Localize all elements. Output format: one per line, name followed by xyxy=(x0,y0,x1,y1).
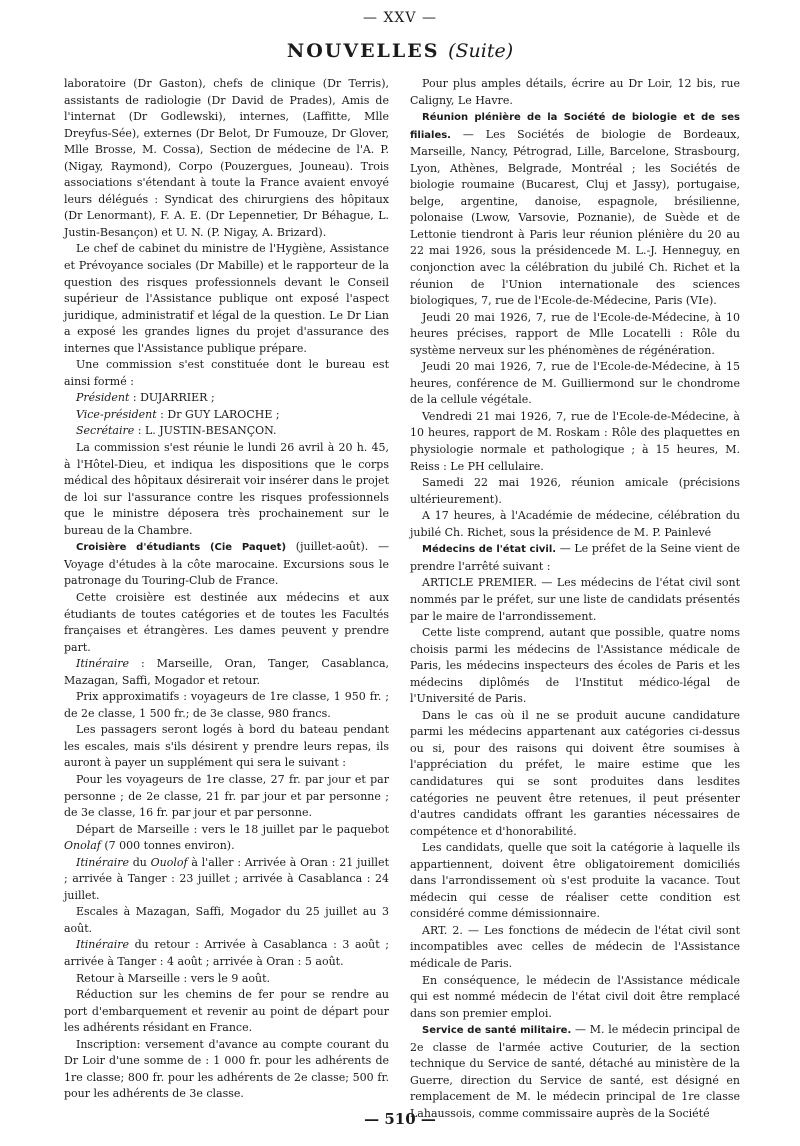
itinerary-label: Itinéraire xyxy=(76,657,129,671)
president-label: Président xyxy=(76,391,130,405)
paragraph: Pour les voyageurs de 1re classe, 27 fr. par jour et par personne ; de 2e classe, 21 fr. par jour et par personne ; de 3e classe, 16 fr. par jour et par personne. xyxy=(64,772,389,820)
reunion-heading: Réunion plénière de la Société de biologie et de ses filiales. xyxy=(410,112,740,141)
article-1-paragraph xyxy=(410,575,740,625)
title-suite: (Suite) xyxy=(448,40,514,62)
paragraph: Retour à Marseille : vers le 9 août. xyxy=(76,971,271,985)
paragraph: Cette croisière est destinée aux médecins et aux étudiants de toutes catégories et de toutes les Facultés françaises et étrangères. Les dames peuvent y prendre part. xyxy=(64,590,389,654)
vice-president-name: : Dr GUY LAROCHE ; xyxy=(156,407,280,421)
departure-paragraph xyxy=(64,822,389,855)
paragraph: Pour plus amples détails, écrire au Dr Loir, 12 bis, rue Caligny, Le Havre. xyxy=(410,77,740,107)
paragraph: Inscription: versement d'avance au compte courant du Dr Loir d'une somme de : 1 000 fr. pour les adhérents de 1re classe; 800 fr. pour les adhérents de 2e classe; 500 fr. pour les adhérents de 3e classe. xyxy=(64,1037,389,1101)
bureau-vice-president xyxy=(64,407,389,424)
paragraph: En conséquence, le médecin de l'Assistance médicale qui est nommé médecin de l'état civil doit être remplacé dans son premier emploi. xyxy=(410,973,740,1020)
paragraph: Escales à Mazagan, Saffi, Mogador du 25 juillet au 3 août. xyxy=(64,905,389,935)
paragraph: La commission s'est réunie le lundi 26 avril à 20 h. 45, à l'Hôtel-Dieu, et indiqua les dispositions que le corps médical des hôpitaux désirerait voir insérer dans le projet de loi sur l'assurance contre les risques professionnels que le ministre déposera très prochainement sur le bureau de la Chambre. xyxy=(64,441,389,537)
page-number: — 510 — xyxy=(364,1110,436,1128)
paragraph: Le chef de cabinet du ministre de l'Hygiène, Assistance et Prévoyance sociales (Dr Mabille) et le rapporteur de la question des risques professionnels devant le Conseil supérieur de l'Assistance publique ont exposé l'aspect juridique, administratif et légal de la question. Le Dr Lian a exposé les grandes lignes du projet d'assurance des internes que l'Assistance publique prépare. xyxy=(64,242,389,355)
itinerary-label: Itinéraire xyxy=(76,855,129,869)
croisiere-heading: Croisière d'étudiants (Cie Paquet) xyxy=(76,542,287,554)
medecins-paragraph xyxy=(410,541,740,575)
title-text: NOUVELLES xyxy=(286,40,440,62)
paragraph: Jeudi 20 mai 1926, 7, rue de l'Ecole-de-Médecine, à 10 heures précises, rapport de Mlle Locatelli : Rôle du système nerveux sur les phénomènes de régénération. xyxy=(410,310,740,357)
paragraph: Cette liste comprend, autant que possible, quatre noms choisis parmi les médecins de l'Assistance médicale de Paris, les médecins inspecteurs des écoles de Paris et les médecins diplômés de l'Institut médico-légal de l'Université de Paris. xyxy=(410,626,740,706)
vice-president-label: Vice-président xyxy=(76,407,157,421)
section-title xyxy=(0,40,800,62)
paragraph: Les passagers seront logés à bord du bateau pendant les escales, mais s'ils désirent y prendre leurs repas, ils auront à payer un supplément qui sera le suivant : xyxy=(64,723,389,770)
service-text: — M. le médecin principal de 2e classe de l'armée active Couturier, de la section technique du Service de santé, détaché au ministère de la Guerre, direction du Service de santé, est désigné en remplacement de M. le médecin principal de 1re classe Lahaussois, comme commissaire auprès de la Société xyxy=(410,1023,740,1120)
left-column xyxy=(64,76,389,1108)
paragraph: Une commission s'est constituée dont le bureau est ainsi formé : xyxy=(64,358,389,388)
ship-tonnage: (7 000 tonnes environ). xyxy=(100,839,235,853)
service-paragraph xyxy=(410,1022,740,1122)
croisiere-text: (juillet-août). — Voyage d'études à la côte marocaine. Excursions sous le patronage du Touring-Club de France. xyxy=(64,540,389,588)
itinerary-outbound-paragraph xyxy=(64,855,389,905)
croisiere-paragraph xyxy=(64,539,389,590)
article-1-text: — Les médecins de l'état civil sont nommés par le préfet, sur une liste de candidats présentés par le maire de l'arrondissement. xyxy=(410,576,740,623)
article-2-text: — Les fonctions de médecin de l'état civil sont incompatibles avec celles de médecin de l'Assistance médicale de Paris. xyxy=(410,923,740,970)
service-heading: Service de santé militaire. xyxy=(422,1025,572,1037)
president-name: : DUJARRIER ; xyxy=(129,391,215,405)
paragraph: laboratoire (Dr Gaston), chefs de clinique (Dr Terris), assistants de radiologie (Dr David de Prades), Amis de l'internat (Dr Godlewski), internes, (Laffitte, Mlle Dreyfus-Sée), externes (Dr Belot, Dr Fumouze, Dr Glover, Mlle Brosse, M. Cossa), Section de médecine de l'A. P. (Nigay, Raymond), Corpo (Pouzergues, Jouneau). Trois associations s'étendant à toute la France avaient envoyé leurs délégués : Syndicat des chirurgiens des hôpitaux (Dr Lenormant), F. A. E. (Dr Lepennetier, Dr Béhague, L. Justin-Besançon) et U. N. (P. Nigay, A. Brizard). xyxy=(64,77,389,239)
medecins-text: — Le préfet de la Seine vient de prendre l'arrêté suivant : xyxy=(410,542,740,573)
article-2-label: ART. 2. xyxy=(422,923,463,937)
medecins-heading: Médecins de l'état civil. xyxy=(422,544,557,556)
itinerary-paragraph xyxy=(64,656,389,689)
reunion-paragraph xyxy=(410,109,740,310)
ship-name: Ouolof xyxy=(150,855,188,869)
bureau-president xyxy=(64,390,389,407)
reunion-text: — Les Sociétés de biologie de Bordeaux, Marseille, Nancy, Pétrograd, Lille, Barcelone, Strasbourg, Lyon, Athènes, Belgrade, Montréal ; les Sociétés de biologie roumaine (Bucarest, Cluj et Jassy), portugaise, belge, argentine, danoise, espagnole, brésilienne, polonaise (Lwow, Varsovie, Poznanie), de Suède et de Lettonie tiendront à Paris leur réunion plénière du 20 au 22 mai 1926, sous la présidencede M. L.-J. Henneguy, en conjonction avec la célébration du jubilé Ch. Richet et la réunion de l'Union internationale des sciences biologiques, 7, rue de l'Ecole-de-Médecine, Paris (VIe). xyxy=(410,127,740,308)
secretary-label: Secrétaire xyxy=(76,424,135,438)
paragraph: Vendredi 21 mai 1926, 7, rue de l'Ecole-de-Médecine, à 10 heures, rapport de M. Roskam : Rôle des plaquettes en physiologie normale et pathologique ; à 15 heures, M. Reiss : Le PH cellulaire. xyxy=(410,409,740,473)
article-1-label: ARTICLE PREMIER. xyxy=(422,576,538,590)
itinerary-outbound-text: à l'aller : Arrivée à Oran : 21 juillet ; arrivée à Tanger : 23 juillet ; arrivée à Casablanca : 24 juillet. xyxy=(64,855,389,902)
itinerary-text: : Marseille, Oran, Tanger, Casablanca, Mazagan, Saffi, Mogador et retour. xyxy=(64,657,389,687)
ship-name: Onolaf xyxy=(64,839,101,853)
itinerary-mid: du xyxy=(128,855,151,869)
paragraph: Réduction sur les chemins de fer pour se rendre au port d'embarquement et revenir au point de départ pour les adhérents résidant en France. xyxy=(64,988,389,1035)
article-2-paragraph xyxy=(410,923,740,973)
paragraph: Les candidats, quelle que soit la catégorie à laquelle ils appartiennent, doivent être obligatoirement domiciliés dans l'arrondissement où s'est produite la vacance. Tout médecin qui cesse de réaliser cette condition est considéré comme démissionnaire. xyxy=(410,841,740,921)
right-column xyxy=(410,76,740,1120)
itinerary-label: Itinéraire xyxy=(76,938,129,952)
paragraph: Jeudi 20 mai 1926, 7, rue de l'Ecole-de-Médecine, à 15 heures, conférence de M. Guilliermond sur le chondrome de la cellule végétale. xyxy=(410,360,740,407)
departure-text: Départ de Marseille : vers le 18 juillet par le paquebot xyxy=(76,822,389,836)
itinerary-return-text: du retour : Arrivée à Casablanca : 3 août ; arrivée à Tanger : 4 août ; arrivée à Oran : 5 août. xyxy=(64,938,389,968)
itinerary-return-paragraph xyxy=(64,937,389,970)
paragraph: Dans le cas où il ne se produit aucune candidature parmi les médecins appartenant aux catégories ci-dessus ou si, pour des raisons qui doivent être soumises à l'appréciation du préfet, le maire estime que les candidatures qui se sont produites dans lesdites catégories ne peuvent être retenues, il peut présenter d'autres candidats offrant les garanties nécessaires de compétence et d'honorabilité. xyxy=(410,708,740,838)
paragraph: Prix approximatifs : voyageurs de 1re classe, 1 950 fr. ; de 2e classe, 1 500 fr.; de 3e classe, 980 francs. xyxy=(64,690,389,720)
roman-page-number: — XXV — xyxy=(363,10,437,26)
paragraph: A 17 heures, à l'Académie de médecine, célébration du jubilé Ch. Richet, sous la présidence de M. P. Painlevé xyxy=(410,509,740,539)
bureau-secretary xyxy=(64,423,389,440)
paragraph: Samedi 22 mai 1926, réunion amicale (précisions ultérieurement). xyxy=(410,476,740,506)
secretary-name: : L. JUSTIN-BESANÇON. xyxy=(134,424,277,438)
